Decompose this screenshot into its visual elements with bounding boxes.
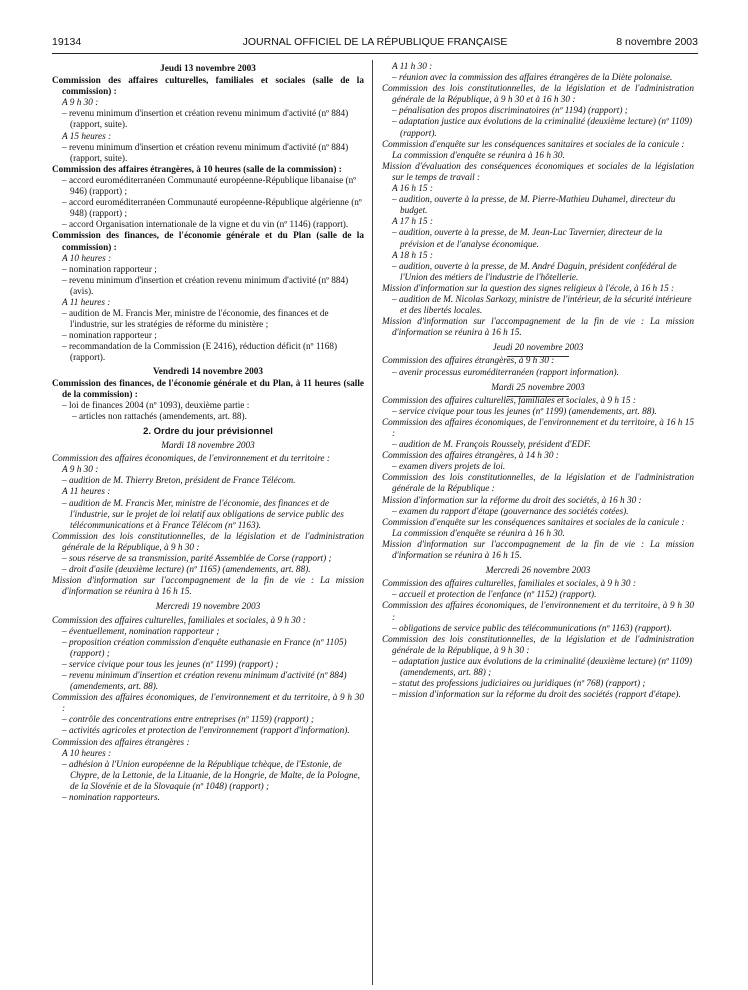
- agenda-item: – service civique pour tous les jeunes (nº 1199) (rapport) ;: [62, 659, 279, 670]
- agenda-item: – loi de finances 2004 (nº 1093), deuxième partie :: [62, 400, 250, 411]
- agenda-item: – examen divers projets de loi.: [392, 462, 506, 473]
- commission-paragraph: Mission d'information sur l'accompagnement de la fin de vie : La mission d'information se réunira à 16 h 15.: [52, 576, 364, 598]
- commission-paragraph: Commission des affaires économiques, de l'environnement et du territoire, à 9 h 30 :: [52, 693, 364, 715]
- date-heading: Jeudi 13 novembre 2003: [160, 64, 256, 74]
- commission-paragraph: Mission d'information sur l'accompagnement de la fin de vie : La mission d'information se réunira à 16 h 15.: [382, 317, 694, 339]
- commission-paragraph: Commission des affaires étrangères, à 9 h 30 :: [382, 356, 555, 367]
- agenda-item: – réunion avec la commission des affaires étrangères de la Diète polonaise.: [392, 73, 673, 84]
- agenda-item: – audition, ouverte à la presse, de M. Jean-Luc Tavernier, directeur de la prévision et de l'analyse économique.: [392, 228, 663, 250]
- agenda-item: – accueil et protection de l'enfance (nº 1152) (rapport).: [392, 590, 597, 601]
- agenda-item: – audition de M. Francis Mer, ministre de l'économie, des finances et de l'industrie, sur le projet de loi relatif aux obligations de service public des télécommunications et à France Télécom (nº 1163).: [62, 498, 344, 531]
- agenda-item: – recommandation de la Commission (E 2416), réduction déficit (nº 1168) (rapport).: [62, 342, 338, 364]
- commission-paragraph: Commission des lois constitutionnelles, de la législation et de l'administration générale de la République, à 9 h 30 :: [52, 531, 364, 553]
- agenda-item: – proposition création commission d'enquête euthanasie en France (nº 1105) (rapport) ;: [62, 637, 347, 659]
- commission-paragraph: Commission des affaires économiques, de l'environnement et du territoire, à 9 h 30 :: [382, 601, 694, 623]
- time-label: A 9 h 30 :: [62, 465, 99, 476]
- page-header: [52, 36, 698, 50]
- agenda-item: – audition, ouverte à la presse, de M. Pierre-Mathieu Duhamel, directeur du budget.: [392, 195, 676, 217]
- time-label: La commission d'enquête se réunira à 16 h 30.: [392, 150, 565, 161]
- date-heading: Mercredi 26 novembre 2003: [485, 566, 591, 577]
- time-label: A 11 h 30 :: [392, 62, 433, 72]
- agenda-item: – service civique pour tous les jeunes (nº 1199) (amendements, art. 88).: [392, 406, 657, 417]
- date-heading: Mercredi 19 novembre 2003: [155, 602, 261, 613]
- date-heading: Jeudi 20 novembre 2003: [382, 343, 694, 354]
- commission-paragraph: Commission des affaires étrangères, à 14 h 30 :: [382, 451, 559, 462]
- date-heading: Mardi 18 novembre 2003: [161, 441, 255, 452]
- commission-paragraph: Commission des lois constitutionnelles, de la législation et de l'administration générale de la République, à 9 h 30 :: [382, 634, 694, 656]
- time-label: A 16 h 15 :: [392, 184, 433, 195]
- commission-paragraph: Commission des affaires culturelles, familiales et sociales, à 9 h 15 :: [382, 395, 636, 406]
- commission-paragraph: Commission des affaires culturelles, familiales et sociales, à 9 h 30 :: [52, 615, 306, 626]
- journal-title: JOURNAL OFFICIEL DE LA RÉPUBLIQUE FRANÇAISE: [242, 36, 508, 48]
- column-divider: [372, 60, 373, 985]
- commission-paragraph: Commission des lois constitutionnelles, de la législation et de l'administration générale de la République, à 9 h 30 et à 16 h 30 :: [382, 84, 694, 106]
- issue-date: 8 novembre 2003: [616, 36, 698, 48]
- commission-paragraph: Mission d'information sur la réforme du droit des sociétés, à 16 h 30 :: [382, 495, 642, 506]
- agenda-item: – nomination rapporteur ;: [62, 264, 157, 275]
- agenda-item: – activités agricoles et protection de l'environnement (rapport d'information).: [62, 726, 350, 737]
- agenda-item: – adhésion à l'Union européenne de la République tchèque, de l'Estonie, de Chypre, de la Lettonie, de la Lituanie, de la Hongrie, de Malte, de la Pologne, de la Slovénie et de la Slovaquie (nº 1048) (rapport) ;: [62, 759, 360, 792]
- agenda-item: – revenu minimum d'insertion et création revenu minimum d'activité (nº 884) (rapport, suite).: [62, 142, 349, 164]
- page-number: 19134: [52, 36, 82, 48]
- commission-paragraph: Mission d'information sur la question des signes religieux à l'école, à 16 h 15 :: [382, 283, 675, 294]
- agenda-item: – revenu minimum d'insertion et création revenu minimum d'activité (nº 884) (avis).: [62, 275, 349, 297]
- commission-paragraph: Commission d'enquête sur les conséquences sanitaires et sociales de la canicule :: [382, 517, 685, 528]
- agenda-item: – sous réserve de sa transmission, parité Assemblée de Corse (rapport) ;: [62, 554, 332, 565]
- commission-paragraph: Commission des affaires culturelles, familiales et sociales (salle de la commission) :: [52, 76, 364, 98]
- agenda-item: – nomination rapporteurs.: [62, 793, 160, 803]
- agenda-item: – adaptation justice aux évolutions de la criminalité (deuxième lecture) (nº 1109) (rapport).: [392, 117, 693, 139]
- commission-paragraph: Commission des affaires étrangères :: [52, 737, 190, 748]
- time-label: A 11 heures :: [62, 297, 111, 308]
- agenda-item: – audition de M. Nicolas Sarkozy, ministre de l'intérieur, de la sécurité intérieure et des libertés locales.: [392, 294, 692, 317]
- agenda-item: – nomination rapporteur ;: [62, 331, 157, 342]
- agenda-item: – audition, ouverte à la presse, de M. André Daguin, président confédéral de l'Union des métiers de l'industrie de l'hôtellerie.: [392, 261, 677, 283]
- commission-paragraph: Commission d'enquête sur les conséquences sanitaires et sociales de la canicule :: [382, 139, 685, 150]
- left-column: [52, 62, 364, 804]
- right-column: [382, 62, 694, 701]
- commission-paragraph: Mission d'information sur l'accompagnement de la fin de vie : La mission d'information se réunira à 16 h 15.: [382, 539, 694, 562]
- time-label: A 11 heures :: [62, 487, 111, 498]
- time-label: La commission d'enquête se réunira à 16 h 30.: [392, 528, 565, 539]
- commission-paragraph: Commission des finances, de l'économie générale et du Plan (salle de la commission) :: [52, 231, 364, 253]
- agenda-item: – accord euroméditerranéen Communauté européenne-République libanaise (nº 946) (rapport) ;: [62, 175, 357, 198]
- time-label: A 17 h 15 :: [392, 217, 433, 228]
- commission-paragraph: Mission d'évaluation des conséquences économiques et sociales de la législation sur le temps de travail :: [382, 161, 694, 183]
- time-label: A 9 h 30 :: [62, 98, 99, 109]
- section-heading: 2. Ordre du jour prévisionnel: [143, 426, 273, 437]
- agenda-item: – revenu minimum d'insertion et création revenu minimum d'activité (nº 884) (rapport, suite).: [62, 109, 349, 131]
- agenda-item: – contrôle des concentrations entre entreprises (nº 1159) (rapport) ;: [62, 715, 314, 726]
- agenda-item: – accord euroméditerranéen Communauté européenne-République algérienne (nº 948) (rapport) ;: [62, 198, 362, 220]
- agenda-item: – audition de M. François Roussely, président d'EDF.: [392, 440, 591, 451]
- agenda-item: – articles non rattachés (amendements, art. 88).: [72, 411, 247, 422]
- agenda-item: – mission d'information sur la réforme du droit des sociétés (rapport d'étape).: [392, 690, 681, 701]
- agenda-item: – droit d'asile (deuxième lecture) (nº 1165) (amendements, art. 88).: [62, 565, 311, 576]
- time-label: A 18 h 15 :: [392, 250, 433, 261]
- agenda-item: – adaptation justice aux évolutions de la criminalité (deuxième lecture) (nº 1109) (amendements, art. 88) ;: [392, 656, 693, 678]
- agenda-item: – audition de M. Francis Mer, ministre de l'économie, des finances et de l'industrie, sur les stratégies de réforme du ministère ;: [62, 309, 329, 331]
- commission-paragraph: Commission des affaires économiques, de l'environnement et du territoire, à 16 h 15 :: [382, 417, 694, 439]
- header-rule: [52, 53, 698, 54]
- agenda-item: – pénalisation des propos discriminatoires (nº 1194) (rapport) ;: [392, 106, 628, 117]
- date-heading: Vendredi 14 novembre 2003: [152, 366, 264, 377]
- commission-paragraph: Commission des affaires étrangères, à 10 heures (salle de la commission) :: [52, 164, 342, 175]
- commission-paragraph: Commission des affaires économiques, de l'environnement et du territoire :: [52, 454, 330, 465]
- agenda-item: – obligations de service public des télécommunications (nº 1163) (rapport).: [392, 623, 672, 634]
- agenda-item: – audition de M. Thierry Breton, président de France Télécom.: [62, 476, 296, 487]
- agenda-item: – statut des professions judiciaires ou juridiques (nº 768) (rapport) ;: [392, 679, 646, 690]
- commission-paragraph: Commission des finances, de l'économie générale et du Plan, à 11 heures (salle de la commission) :: [52, 378, 364, 400]
- time-label: A 10 heures :: [62, 253, 112, 264]
- commission-paragraph: Commission des lois constitutionnelles, de la législation et de l'administration générale de la République :: [382, 473, 694, 495]
- agenda-item: – éventuellement, nomination rapporteur ;: [62, 626, 220, 637]
- agenda-item: – accord Organisation internationale de la vigne et du vin (nº 1146) (rapport).: [62, 220, 349, 231]
- date-heading: Mardi 25 novembre 2003: [382, 383, 694, 394]
- agenda-item: – avenir processus euroméditerranéen (rapport information).: [392, 367, 619, 378]
- agenda-item: – revenu minimum d'insertion et création revenu minimum d'activité (nº 884) (amendements, art. 88).: [62, 670, 347, 693]
- agenda-item: – examen du rapport d'étape (gouvernance des sociétés cotées).: [392, 506, 629, 517]
- time-label: A 15 heures :: [62, 131, 112, 142]
- commission-paragraph: Commission des affaires culturelles, familiales et sociales, à 9 h 30 :: [382, 579, 636, 590]
- time-label: A 10 heures :: [62, 748, 112, 759]
